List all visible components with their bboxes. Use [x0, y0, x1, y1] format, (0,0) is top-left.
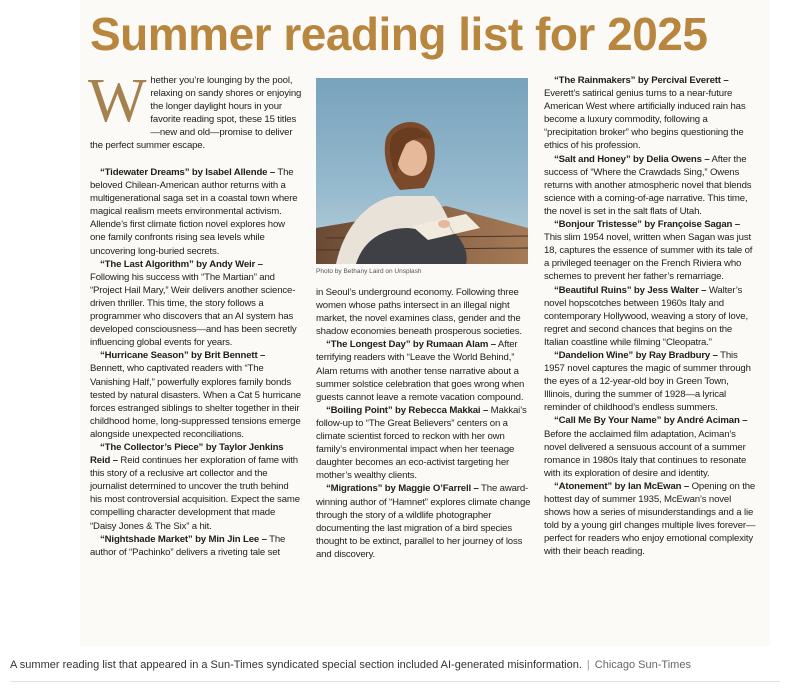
book-entry — [544, 480, 758, 559]
column-3 — [544, 74, 758, 558]
book-description: Bennett, who captivated readers with “The Vanishing Half,” powerfully explores family bonds tested by natural disasters. When a Cat 5 hurricane forces estranged siblings to shelter together in their childhood home, long-suppressed tensions emerge alongside unexpected reconciliations. — [90, 363, 301, 440]
caption-separator: | — [586, 659, 590, 671]
book-title: “The Collector’s Piece” by Taylor Jenkins Reid – — [90, 441, 284, 467]
book-title: “Beautiful Ruins” by Jess Walter – — [554, 284, 707, 296]
column-2 — [316, 286, 532, 561]
book-entry — [544, 414, 758, 479]
intro-paragraph — [88, 67, 302, 166]
book-entry — [544, 74, 758, 153]
book-title: “Tidewater Dreams” by Isabel Allende – — [100, 167, 276, 178]
drop-cap: W — [88, 67, 147, 135]
book-description: After terrifying readers with “Leave the World Behind,” Alam returns with another tense narrative about a summer solstice celebration that goes wrong when guests cannot leave a remote vacation compound. — [316, 339, 525, 403]
book-title: “Call Me By Your Name” by André Aciman – — [554, 415, 748, 427]
book-description: The beloved Chilean-American author returns with a multigenerational saga set in a coastal town where magical realism meets environmental activism. Allende’s first climate fiction novel explores how one family confronts rising sea levels while uncovering long-buried secrets. — [90, 167, 298, 257]
book-description: Walter’s novel hopscotches between 1960s Italy and contemporary Hollywood, weaving a story of love, regret and second chances that begins on the Italian coastline while filming “Cleopatra.” — [544, 284, 748, 348]
book-title: “Nightshade Market” by Min Jin Lee – — [100, 533, 267, 545]
book-entry — [90, 166, 302, 258]
book-entry — [316, 404, 532, 483]
book-entry — [90, 441, 302, 533]
book-description: The author of “Pachinko” delivers a riveting tale set — [90, 533, 286, 558]
book-description: After the success of “Where the Crawdads Sing,” Owens returns with another atmospheric novel that blends science with a coming-of-age narrative. This time, the novel is set in the salt flats of Utah. — [544, 153, 752, 217]
book-title: “Boiling Point” by Rebecca Makkai – — [326, 404, 489, 416]
book-entry — [316, 338, 532, 403]
book-entry — [544, 153, 758, 218]
book-entry — [90, 258, 302, 350]
book-title: “The Last Algorithm” by Andy Weir – — [100, 258, 263, 270]
book-title: “Hurricane Season” by Brit Bennett – — [100, 350, 266, 362]
book-entry — [90, 349, 302, 441]
reading-photo — [316, 78, 528, 264]
divider — [10, 681, 780, 682]
book-description: Makkai’s follow-up to “The Great Believers” centers on a climate scientist forced to reckon with her own family’s environmental impact when her teenage daughter becomes an eco-activist targeting her mother’s wealthy clients. — [316, 404, 527, 482]
photo-credit: Photo by Bethany Laird on Unsplash — [316, 268, 422, 275]
book-description: This 1957 novel captures the magic of summer through the eyes of a 12-year-old boy in Green Town, Illinois, during the summer of 1928—a lyrical reminder of childhood’s endless summers. — [544, 349, 751, 414]
book-title: “The Rainmakers” by Percival Everett – — [554, 75, 729, 86]
book-title: “Dandelion Wine” by Ray Bradbury – — [554, 349, 718, 361]
book-entry — [544, 349, 758, 414]
book-description: Opening on the hottest day of summer 1935, McEwan’s novel shows how a series of misunderstandings and a lie told by a young girl changes multiple lives forever—perfect for readers who enjoy emotional complexity with their beach reading. — [544, 480, 756, 558]
book-title: “Salt and Honey” by Delia Owens – — [554, 153, 710, 165]
intro-text: hether you’re lounging by the pool, relaxing on sandy shores or enjoying the longer daylight hours in your favorite reading spot, these 15 titles—new and old—promise to deliver the perfect summer escape. — [90, 75, 302, 152]
image-caption — [10, 657, 780, 673]
book-description: Before the acclaimed film adaptation, Aciman’s novel delivered a sensuous account of a summer romance in 1980s Italy that continues to resonate with its exploration of desire and identity. — [544, 428, 747, 479]
column-1 — [88, 67, 302, 559]
book-title: “Bonjour Tristesse” by Françoise Sagan – — [554, 219, 740, 231]
book-entry-continued — [316, 286, 532, 338]
book-entry — [90, 533, 302, 559]
book-title: “The Longest Day” by Rumaan Alam – — [326, 339, 496, 351]
caption-credit: Chicago Sun-Times — [594, 659, 691, 671]
book-description: Everett’s satirical genius turns to a near-future American West where artificially induced rain has become a luxury commodity, following a “precipitation broker” who begins questioning the ethics of his profession. — [544, 88, 746, 152]
book-entry — [544, 284, 758, 349]
caption-text: A summer reading list that appeared in a Sun-Times syndicated special section included AI-generated misinformation. — [10, 659, 582, 671]
book-description: The award-winning author of “Hamnet” explores climate change through the story of a wildlife photographer documenting the last migration of a bird species thought to be extinct, parallel to her journey of loss and discovery. — [316, 483, 531, 560]
woman-reading-illustration — [316, 78, 528, 264]
book-entry — [544, 218, 758, 283]
book-description: in Seoul’s underground economy. Following three women whose paths intersect in an illegal night market, the novel examines class, gender and the shadow economies beneath prosperous societies. — [316, 287, 522, 338]
book-title: “Migrations” by Maggie O’Farrell – — [326, 483, 479, 495]
book-title: “Atonement” by Ian McEwan – — [554, 480, 690, 492]
book-description: This slim 1954 novel, written when Sagan was just 18, captures the essence of summer with its tale of a privileged teenager on the French Riviera who schemes to prevent her father’s remarriage. — [544, 232, 753, 283]
book-description: Reid continues her exploration of fame with this story of a reclusive art collector and the journalist determined to uncover the truth behind his most controversial acquisition. Expect the same compelling character development that made “Daisy Jones & The Six” a hit. — [90, 455, 300, 532]
book-entry — [316, 482, 532, 561]
headline: Summer reading list for 2025 — [90, 8, 708, 60]
book-description: Following his success with “The Martian” and “Project Hail Mary,” Weir delivers another science-driven thriller. This time, the story follows a programmer who discovers that an AI system has developed consciousness—and has been secretly influencing global events for years. — [90, 271, 297, 349]
